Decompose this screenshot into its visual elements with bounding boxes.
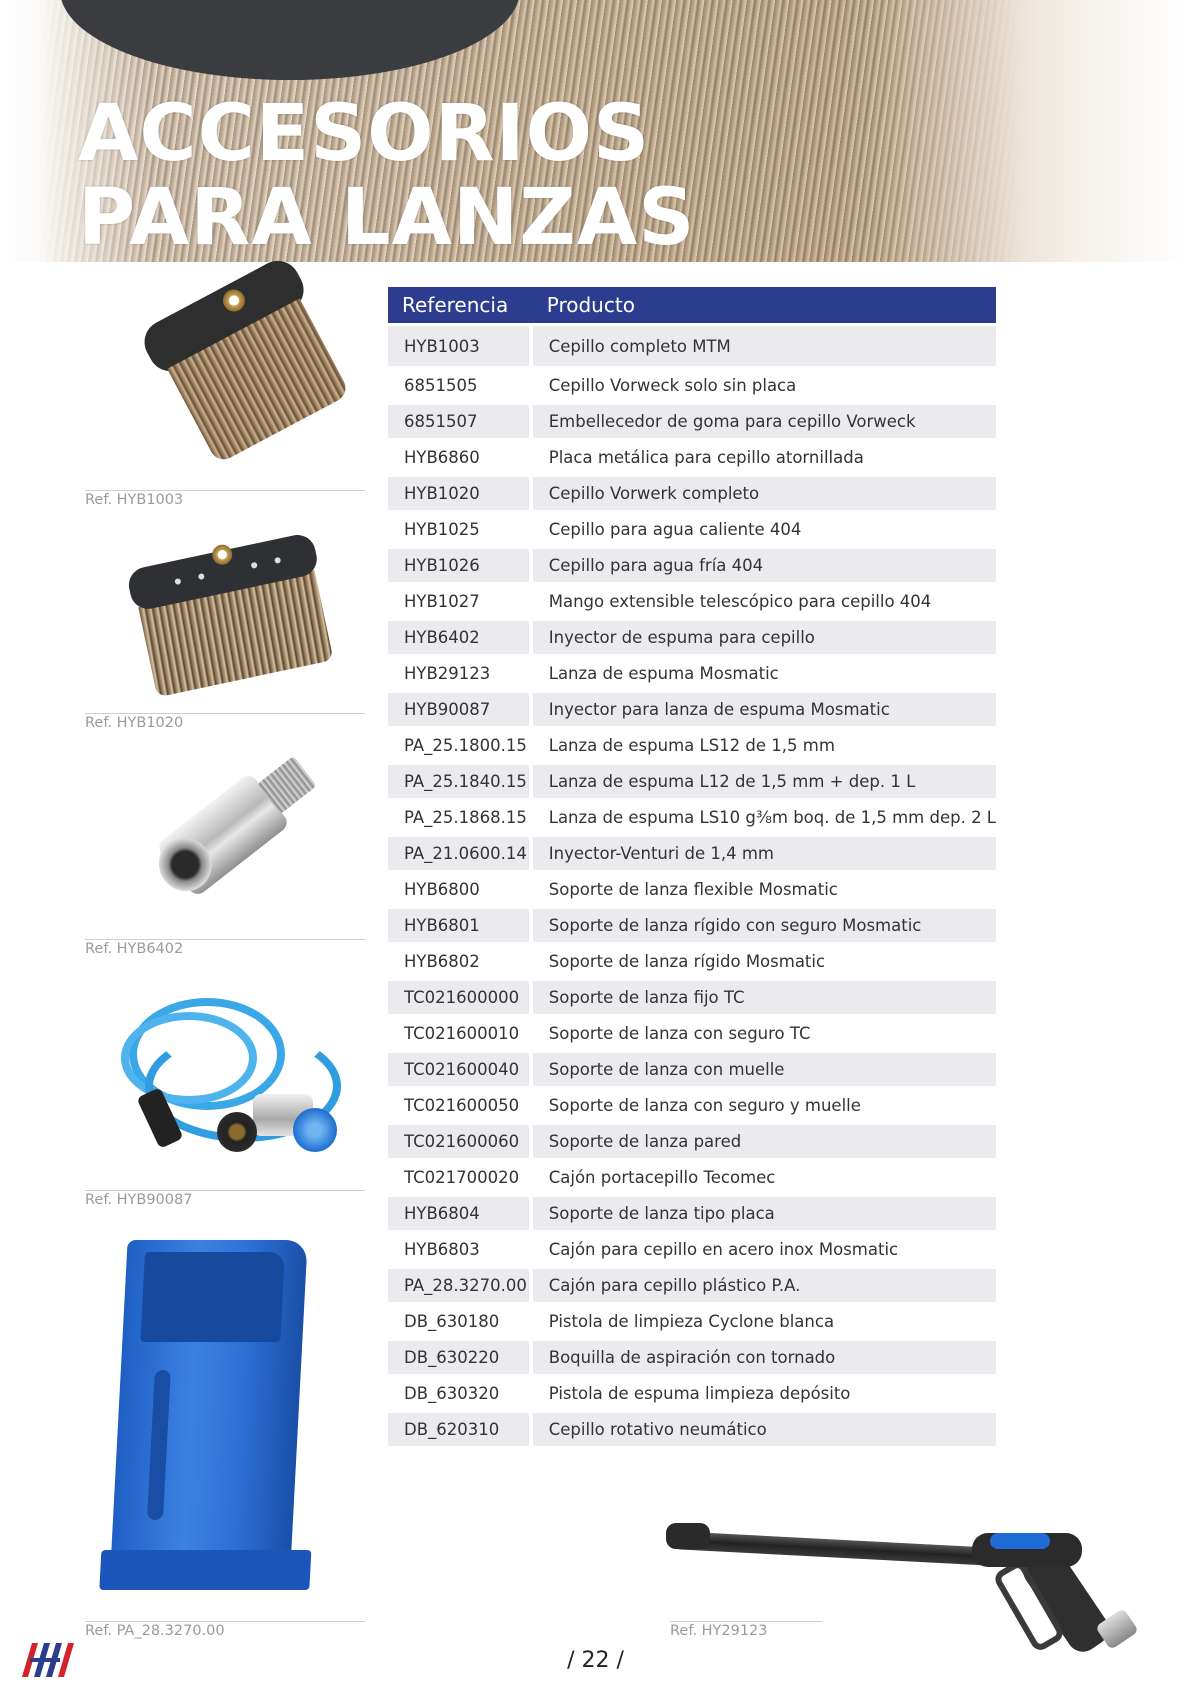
table-row: [388, 1269, 996, 1302]
product-cell: Inyector-Venturi de 1,4 mm: [533, 837, 996, 870]
box-image: [85, 1240, 365, 1612]
table-row: [388, 1233, 996, 1266]
table-row: [388, 765, 996, 798]
reference-cell: PA_25.1840.15: [388, 765, 533, 798]
reference-cell: DB_630320: [388, 1377, 533, 1410]
figure-divider: [85, 1621, 365, 1622]
table-row: [388, 477, 996, 510]
table-row: [388, 981, 996, 1014]
figure-divider: [85, 713, 365, 714]
product-cell: Cajón portacepillo Tecomec: [533, 1161, 996, 1194]
figure-caption: Ref. HYB6402: [85, 941, 184, 957]
reference-cell: HYB6803: [388, 1233, 533, 1266]
reference-cell: HYB1027: [388, 585, 533, 618]
reference-cell: HYB90087: [388, 693, 533, 726]
product-cell: Soporte de lanza flexible Mosmatic: [533, 873, 996, 906]
page-title-line-2: PARA LANZAS: [78, 173, 696, 262]
reference-cell: DB_630180: [388, 1305, 533, 1338]
product-cell: Cajón para cepillo plástico P.A.: [533, 1269, 996, 1302]
product-cell: Cajón para cepillo en acero inox Mosmatic: [533, 1233, 996, 1266]
product-cell: Boquilla de aspiración con tornado: [533, 1341, 996, 1374]
figure-caption: Ref. HY29123: [670, 1623, 768, 1639]
figure-brush-vorwerk: [85, 520, 365, 731]
product-cell: Soporte de lanza rígido Mosmatic: [533, 945, 996, 978]
table-row: [388, 1125, 996, 1158]
reference-cell: HYB6801: [388, 909, 533, 942]
table-row: [388, 945, 996, 978]
product-cell: Embellecedor de goma para cepillo Vorweck: [533, 405, 996, 438]
figure-caption: Ref. HYB90087: [85, 1192, 193, 1208]
figure-brush-mtm: [85, 270, 365, 508]
figure-caption: Ref. HYB1003: [85, 492, 184, 508]
table-row: [388, 405, 996, 438]
table-row: [388, 693, 996, 726]
reference-cell: HYB6804: [388, 1197, 533, 1230]
product-cell: Lanza de espuma LS10 g⅜m boq. de 1,5 mm dep. 2 L: [533, 801, 996, 834]
page-number: / 22 /: [567, 1648, 624, 1673]
figure-divider: [670, 1621, 822, 1622]
table-row: [388, 1377, 996, 1410]
header-banner: [0, 0, 1191, 262]
column-header-reference: Referencia: [388, 287, 533, 323]
column-header-product: Producto: [533, 287, 996, 323]
figure-caption: Ref. PA_28.3270.00: [85, 1623, 225, 1639]
reference-cell: DB_630220: [388, 1341, 533, 1374]
table-row: [388, 1305, 996, 1338]
figure-divider: [85, 1190, 365, 1191]
reference-cell: PA_21.0600.14: [388, 837, 533, 870]
product-cell: Cepillo Vorwerk completo: [533, 477, 996, 510]
table-row: [388, 1017, 996, 1050]
product-cell: Soporte de lanza pared: [533, 1125, 996, 1158]
figure-caption: Ref. HYB1020: [85, 715, 184, 731]
product-cell: Lanza de espuma Mosmatic: [533, 657, 996, 690]
brush-image: [85, 270, 365, 490]
hose-image: [85, 990, 365, 1190]
reference-cell: HYB6402: [388, 621, 533, 654]
figure-foam-injector: [85, 768, 365, 957]
reference-cell: 6851505: [388, 369, 533, 402]
product-cell: Mango extensible telescópico para cepillo 404: [533, 585, 996, 618]
reference-cell: HYB1026: [388, 549, 533, 582]
spray-gun-image: [672, 1505, 1142, 1635]
reference-cell: PA_28.3270.00: [388, 1269, 533, 1302]
figure-brush-box: [85, 1240, 365, 1639]
table-row: [388, 1341, 996, 1374]
reference-cell: TC021600010: [388, 1017, 533, 1050]
product-cell: Soporte de lanza fijo TC: [533, 981, 996, 1014]
table-row: [388, 1161, 996, 1194]
table-row: [388, 585, 996, 618]
reference-cell: HYB29123: [388, 657, 533, 690]
table-row: [388, 1053, 996, 1086]
product-cell: Cepillo rotativo neumático: [533, 1413, 996, 1446]
figure-divider: [85, 939, 365, 940]
reference-cell: 6851507: [388, 405, 533, 438]
reference-cell: TC021600060: [388, 1125, 533, 1158]
table-row: [388, 1197, 996, 1230]
reference-cell: TC021600000: [388, 981, 533, 1014]
table-row: [388, 513, 996, 546]
product-cell: Soporte de lanza con seguro TC: [533, 1017, 996, 1050]
reference-cell: PA_25.1800.15: [388, 729, 533, 762]
reference-cell: TC021700020: [388, 1161, 533, 1194]
product-cell: Soporte de lanza tipo placa: [533, 1197, 996, 1230]
product-cell: Soporte de lanza con muelle: [533, 1053, 996, 1086]
product-cell: Cepillo para agua caliente 404: [533, 513, 996, 546]
reference-cell: DB_620310: [388, 1413, 533, 1446]
reference-cell: HYB1025: [388, 513, 533, 546]
reference-cell: HYB6802: [388, 945, 533, 978]
product-cell: Pistola de limpieza Cyclone blanca: [533, 1305, 996, 1338]
table-row: [388, 729, 996, 762]
reference-cell: TC021600050: [388, 1089, 533, 1122]
table-row: [388, 621, 996, 654]
table-row: [388, 326, 996, 366]
reference-cell: HYB6860: [388, 441, 533, 474]
figure-hose-injector: [85, 990, 365, 1208]
product-cell: Inyector de espuma para cepillo: [533, 621, 996, 654]
reference-cell: HYB1020: [388, 477, 533, 510]
product-cell: Inyector para lanza de espuma Mosmatic: [533, 693, 996, 726]
product-cell: Cepillo completo MTM: [533, 326, 996, 366]
table-row: [388, 441, 996, 474]
table-row: [388, 1089, 996, 1122]
table-row: [388, 369, 996, 402]
page-title-line-1: ACCESORIOS: [78, 89, 651, 179]
product-cell: Soporte de lanza rígido con seguro Mosmatic: [533, 909, 996, 942]
page-title: [78, 89, 696, 262]
reference-cell: TC021600040: [388, 1053, 533, 1086]
product-cell: Soporte de lanza con seguro y muelle: [533, 1089, 996, 1122]
brush-image: [85, 520, 365, 720]
table-row: [388, 1413, 996, 1446]
product-cell: Placa metálica para cepillo atornillada: [533, 441, 996, 474]
product-cell: Lanza de espuma L12 de 1,5 mm + dep. 1 L: [533, 765, 996, 798]
product-cell: Cepillo para agua fría 404: [533, 549, 996, 582]
reference-cell: HYB1003: [388, 326, 533, 366]
product-cell: Cepillo Vorweck solo sin placa: [533, 369, 996, 402]
figure-divider: [85, 490, 365, 491]
table-header-row: [388, 287, 996, 323]
table-row: [388, 801, 996, 834]
injector-image: [85, 768, 365, 938]
table-row: [388, 837, 996, 870]
product-table: [388, 284, 996, 1449]
table-body: [388, 326, 996, 1446]
table-row: [388, 657, 996, 690]
table-row: [388, 909, 996, 942]
product-cell: Pistola de espuma limpieza depósito: [533, 1377, 996, 1410]
product-cell: Lanza de espuma LS12 de 1,5 mm: [533, 729, 996, 762]
reference-cell: PA_25.1868.15: [388, 801, 533, 834]
table-row: [388, 873, 996, 906]
table-row: [388, 549, 996, 582]
reference-cell: HYB6800: [388, 873, 533, 906]
